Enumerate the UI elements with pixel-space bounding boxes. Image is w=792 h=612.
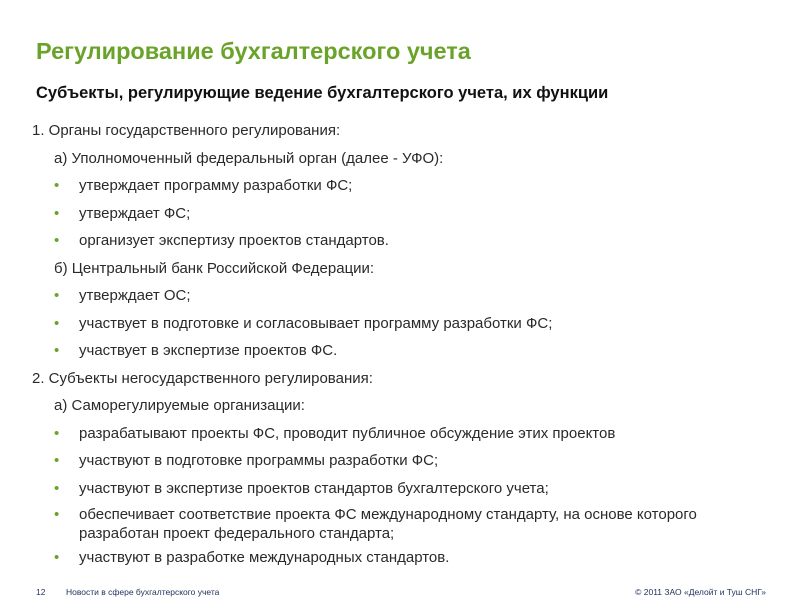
bullet-item (32, 505, 772, 547)
bullet-dot: • (54, 177, 60, 194)
slide-content (32, 120, 772, 575)
bullet-dot: • (54, 424, 60, 442)
bullet-item (32, 285, 772, 313)
bullet-dot: • (54, 452, 60, 469)
slide-title: Регулирование бухгалтерского учета (36, 38, 471, 64)
bullet-item (32, 340, 772, 368)
bullet-text: утверждает ФС; (79, 204, 191, 222)
bullet-item (32, 478, 772, 506)
footer-title: Новости в сфере бухгалтерского учета (66, 587, 220, 597)
bullet-dot: • (54, 232, 60, 249)
bullet-text: участвует в подготовке и согласовывает программу разработки ФС; (79, 314, 553, 332)
bullet-dot: • (54, 342, 60, 359)
bullet-item (32, 203, 772, 231)
copyright-notice: © 2011 ЗАО «Делойт и Туш СНГ» (635, 587, 766, 597)
bullet-item (32, 230, 772, 258)
bullet-item (32, 547, 772, 575)
bullet-text: утверждает программу разработки ФС; (79, 177, 353, 194)
bullet-text: участвуют в разработке международных стандартов. (79, 549, 450, 566)
bullet-dot: • (54, 506, 60, 523)
slide-footer (0, 584, 792, 604)
bullet-text: утверждает ОС; (79, 287, 191, 304)
bullet-text: разрабатывают проекты ФС, проводит публичное обсуждение этих проектов (79, 424, 616, 442)
subsection-heading: а) Уполномоченный федеральный орган (далее - УФО): (54, 149, 444, 167)
bullet-item (32, 175, 772, 203)
bullet-dot: • (54, 204, 60, 222)
bullet-text: участвуют в экспертизе проектов стандартов бухгалтерского учета; (79, 479, 549, 497)
bullet-dot: • (54, 549, 60, 566)
section-heading: 2. Субъекты негосударственного регулирования: (32, 369, 373, 387)
bullet-text: обеспечивает соответствие проекта ФС международному стандарту, на основе которого разработан проект федерального стандарта; (79, 506, 697, 542)
page-number: 12 (36, 587, 46, 597)
bullet-text: участвуют в подготовке программы разработки ФС; (79, 452, 439, 469)
section-heading: 1. Органы государственного регулирования: (32, 122, 341, 139)
bullet-item (32, 313, 772, 341)
subsection-heading: а) Саморегулируемые организации: (54, 397, 305, 414)
bullet-dot: • (54, 287, 60, 304)
subsection-heading: б) Центральный банк Российской Федерации: (54, 259, 375, 277)
bullet-text: организует экспертизу проектов стандартов. (79, 232, 389, 249)
slide-subtitle: Субъекты, регулирующие ведение бухгалтерского учета, их функции (36, 84, 609, 102)
bullet-item (32, 450, 772, 478)
bullet-dot: • (54, 314, 60, 332)
bullet-text: участвует в экспертизе проектов ФС. (79, 342, 338, 359)
bullet-dot: • (54, 479, 60, 497)
bullet-item (32, 423, 772, 451)
